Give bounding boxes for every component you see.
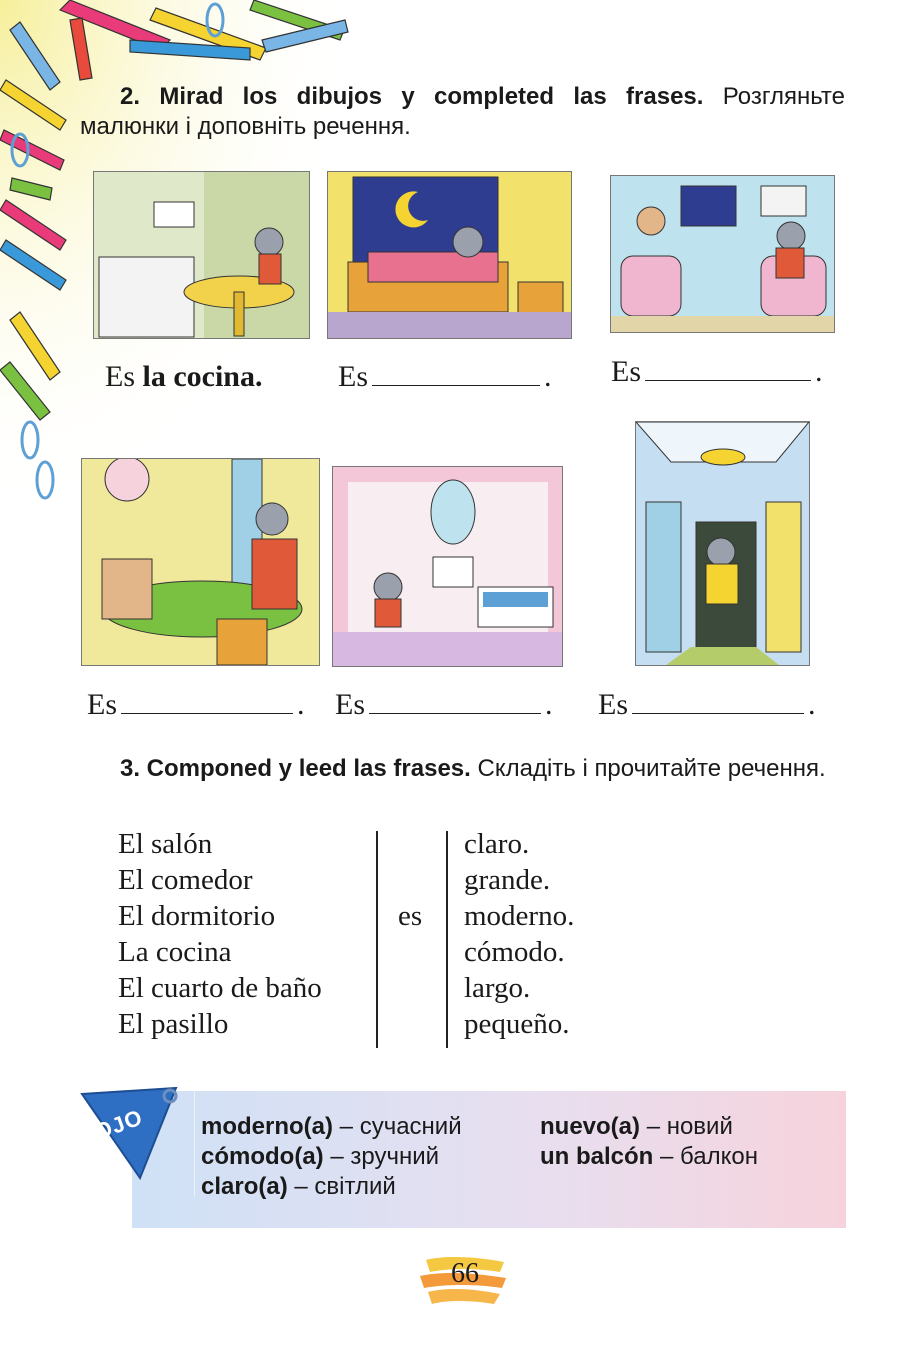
answer-6-prefix: Es	[598, 688, 628, 721]
subject-item: El dormitorio	[118, 900, 276, 932]
table-divider-left	[376, 831, 378, 1048]
picture-kitchen	[93, 171, 310, 339]
answer-5-prefix: Es	[335, 688, 365, 721]
exercise-3-instruction: Складіть і прочитайте речення.	[477, 755, 826, 782]
exercise-2-instruction: Розгляньте малюнки і доповніть речення.	[80, 83, 845, 140]
subject-item: La cocina	[118, 936, 232, 968]
answer-6-blank[interactable]	[632, 712, 804, 714]
vocab-translation: – сучасний	[339, 1113, 462, 1140]
answer-2	[338, 360, 552, 394]
answer-2-end: .	[544, 360, 552, 393]
adjective-item: pequeño.	[464, 1008, 570, 1040]
subject-item: El cuarto de baño	[118, 972, 322, 1004]
picture-living-room	[610, 175, 835, 333]
vocab-right-column	[540, 1112, 758, 1172]
page-number: 66	[451, 1258, 479, 1289]
answer-6-end: .	[808, 688, 816, 721]
answer-4-end: .	[297, 688, 305, 721]
vocab-item	[201, 1172, 462, 1202]
vocab-term: nuevo(a)	[540, 1113, 641, 1140]
answer-3-end: .	[815, 355, 823, 388]
answer-1	[105, 360, 263, 394]
vocab-item	[540, 1112, 758, 1142]
vocab-left-column	[201, 1112, 462, 1202]
picture-dining-room	[81, 458, 320, 666]
picture-bathroom	[332, 466, 563, 667]
vocab-term: cómodo(a)	[201, 1143, 324, 1170]
answer-4-blank[interactable]	[121, 712, 293, 714]
answer-5	[335, 688, 553, 722]
answer-3-blank[interactable]	[645, 379, 811, 381]
subject-item: El comedor	[118, 864, 253, 896]
answer-5-blank[interactable]	[369, 712, 541, 714]
answer-5-end: .	[545, 688, 553, 721]
ojo-badge-label: OJO	[91, 1104, 147, 1145]
vocab-item	[540, 1142, 758, 1172]
vocab-term: moderno(a)	[201, 1113, 333, 1140]
vocab-term: un balcón	[540, 1143, 654, 1170]
subject-item: El pasillo	[118, 1008, 229, 1040]
adjective-item: moderno.	[464, 900, 575, 932]
vocab-item	[201, 1142, 462, 1172]
vocab-translation: – зручний	[330, 1143, 440, 1170]
answer-2-blank[interactable]	[372, 384, 540, 386]
answer-4	[87, 688, 305, 722]
answer-4-prefix: Es	[87, 688, 117, 721]
vocab-translation: – балкон	[660, 1143, 758, 1170]
verb-cell: es	[398, 900, 423, 932]
answer-6	[598, 688, 816, 722]
exercise-3-title: 3. Componed y leed las frases.	[120, 755, 471, 782]
picture-hallway	[635, 421, 810, 666]
adjective-item: claro.	[464, 828, 530, 860]
table-divider-right	[446, 831, 448, 1048]
subject-item: El salón	[118, 828, 213, 860]
exercise-2-heading	[80, 82, 845, 142]
adjective-item: grande.	[464, 864, 551, 896]
vocab-item	[201, 1112, 462, 1142]
adjectives-column	[464, 826, 574, 1042]
answer-3	[611, 355, 823, 389]
answer-1-prefix: Es	[105, 360, 135, 393]
answer-2-prefix: Es	[338, 360, 368, 393]
picture-bedroom	[327, 171, 572, 339]
adjective-item: cómodo.	[464, 936, 565, 968]
answer-3-prefix: Es	[611, 355, 641, 388]
exercise-2-title: 2. Mirad los dibujos y completed las frases.	[120, 83, 704, 110]
exercise-3-heading	[80, 754, 845, 784]
answer-1-filled: la cocina.	[142, 360, 263, 393]
vocab-term: claro(a)	[201, 1173, 288, 1200]
vocab-translation: – світлий	[294, 1173, 396, 1200]
adjective-item: largo.	[464, 972, 531, 1004]
vocabulary-divider	[194, 1091, 195, 1196]
vocab-translation: – новий	[646, 1113, 733, 1140]
subjects-column	[118, 826, 322, 1042]
